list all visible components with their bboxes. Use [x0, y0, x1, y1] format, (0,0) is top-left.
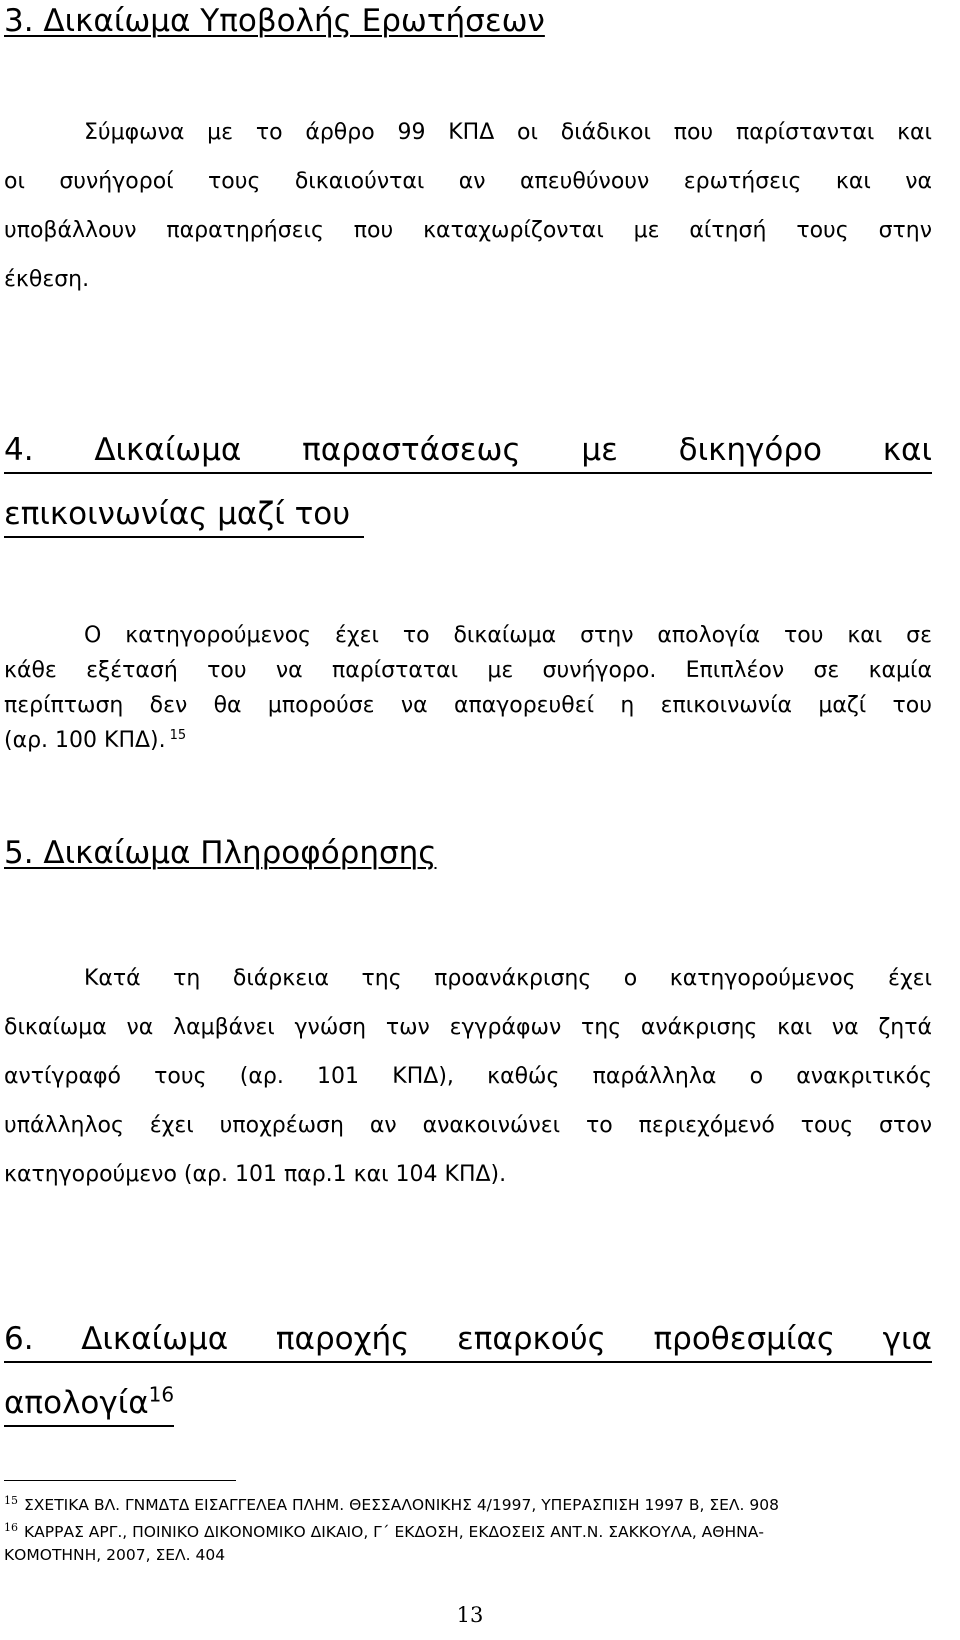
footnote-separator: [4, 1480, 236, 1481]
heading-word: και: [882, 432, 932, 468]
section-6-heading: [4, 1317, 932, 1363]
footnote-ref-15[interactable]: 15: [169, 727, 187, 743]
heading-word: παραστάσεως: [302, 432, 521, 468]
heading-word: δικηγόρο: [678, 432, 822, 468]
paragraph-line: δικαίωμα να λαμβάνει γνώση των εγγράφων της ανάκρισης και να ζητά: [4, 1015, 932, 1040]
footnote-16: [4, 1520, 764, 1544]
heading-word: για: [882, 1321, 932, 1357]
paragraph-line: Κατά τη διάρκεια της προανάκρισης ο κατηγορούμενος έχει: [84, 966, 932, 991]
heading-text: απολογία: [4, 1385, 149, 1421]
heading-word: επαρκούς: [456, 1321, 606, 1357]
paragraph-line: κατηγορούμενο (αρ. 101 παρ.1 και 104 ΚΠΔ).: [4, 1162, 507, 1187]
section-5-heading: 5. Δικαίωμα Πληροφόρησης: [4, 835, 437, 871]
page-number: 13: [456, 1603, 484, 1627]
footnote-text: ΚΑΡΡΑΣ ΑΡΓ., ΠΟΙΝΙΚΟ ΔΙΚΟΝΟΜΙΚΟ ΔΙΚΑΙΟ, Γ΄ ΕΚΔΟΣΗ, ΕΚΔΟΣΕΙΣ ΑΝΤ.Ν. ΣΑΚΚΟΥΛΑ, ΑΘΗΝΑ-: [24, 1523, 764, 1541]
section-3-paragraph: [4, 108, 932, 304]
paragraph-line: οι συνήγοροί τους δικαιούνται αν απευθύνουν ερωτήσεις και να: [4, 169, 932, 194]
section-4-paragraph: [4, 618, 932, 758]
paragraph-line: [4, 723, 932, 758]
section-4-heading: [4, 428, 932, 474]
paragraph-line: κάθε εξέτασή του να παρίσταται με συνήγορο. Επιπλέον σε καμία: [4, 658, 932, 683]
section-5-paragraph: [4, 954, 932, 1199]
footnote-text: ΣΧΕΤΙΚΑ ΒΛ. ΓΝΜΔΤΔ ΕΙΣΑΓΓΕΛΕΑ ΠΛΗΜ. ΘΕΣΣΑΛΟΝΙΚΗΣ 4/1997, ΥΠΕΡΑΣΠΙΣΗ 1997 Β, ΣΕΛ. 908: [24, 1496, 779, 1514]
heading-word: 4.: [4, 432, 34, 468]
footnote-number: 15: [4, 1493, 18, 1507]
heading-word: Δικαίωμα: [81, 1321, 229, 1357]
footnote-16-line2: ΚΟΜΟΤΗΝΗ, 2007, ΣΕΛ. 404: [4, 1546, 226, 1564]
heading-word: προθεσμίας: [653, 1321, 836, 1357]
footnote-ref-16[interactable]: 16: [148, 1382, 175, 1407]
paragraph-line: έκθεση.: [4, 267, 90, 292]
footnote-15: [4, 1493, 779, 1517]
heading-word: με: [581, 432, 618, 468]
section-6-heading-line2: [4, 1381, 174, 1427]
footnote-number: 16: [4, 1520, 18, 1534]
heading-word: παροχής: [275, 1321, 410, 1357]
paragraph-line: υπάλληλος έχει υποχρέωση αν ανακοινώνει το περιεχόμενό τους στον: [4, 1113, 932, 1138]
paragraph-line: Ο κατηγορούμενος έχει το δικαίωμα στην απολογία του και σε: [84, 623, 932, 648]
paragraph-line: αντίγραφό τους (αρ. 101 ΚΠΔ), καθώς παράλληλα ο ανακριτικός: [4, 1064, 932, 1089]
paragraph-line: υποβάλλουν παρατηρήσεις που καταχωρίζονται με αίτησή τους στην: [4, 218, 932, 243]
section-4-heading-line2: επικοινωνίας μαζί του: [4, 492, 364, 538]
paragraph-line: Σύμφωνα με το άρθρο 99 ΚΠΔ οι διάδικοι που παρίστανται και: [84, 120, 932, 145]
section-3-heading: 3. Δικαίωμα Υποβολής Ερωτήσεων: [4, 3, 545, 39]
paragraph-line: περίπτωση δεν θα μπορούσε να απαγορευθεί η επικοινωνία μαζί του: [4, 693, 932, 718]
paragraph-text: (αρ. 100 ΚΠΔ).: [4, 728, 166, 753]
heading-word: Δικαίωμα: [94, 432, 242, 468]
heading-word: 6.: [4, 1321, 34, 1357]
